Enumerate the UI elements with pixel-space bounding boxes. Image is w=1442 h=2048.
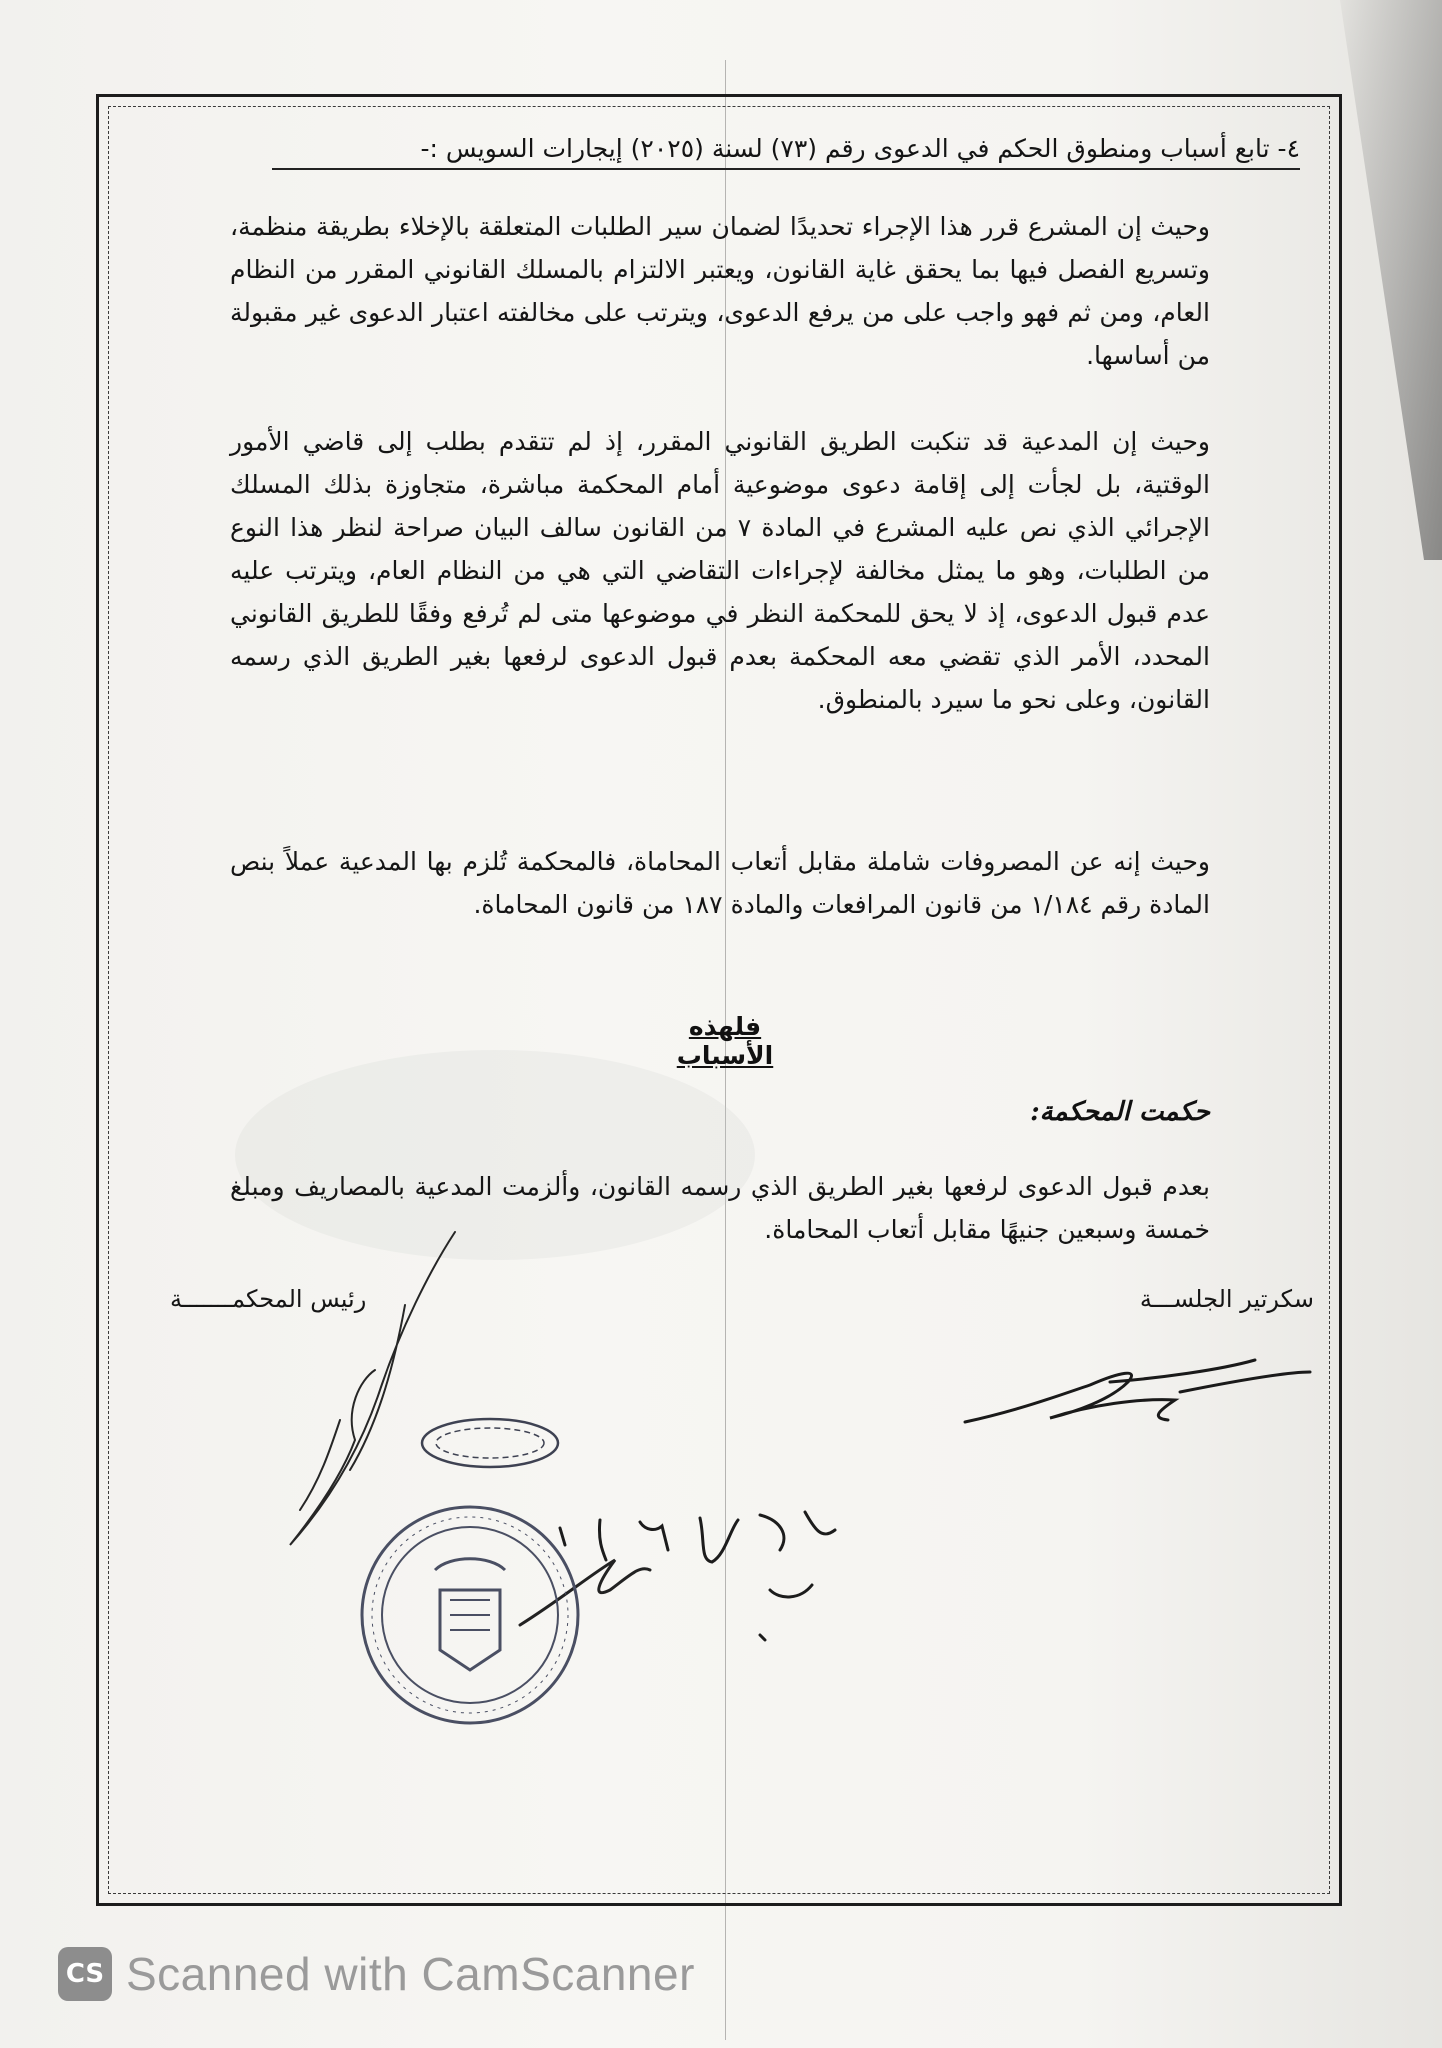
watermark-text: Scanned with CamScanner <box>126 1948 695 2000</box>
paragraph-procedure-purpose: وحيث إن المشرع قرر هذا الإجراء تحديدًا لضمان سير الطلبات المتعلقة بالإخلاء بطريقة منظمة، وتسريع الفصل فيها بما يحقق غاية القانون، ويعتبر الالتزام بالمسلك القانوني المقرر من النظام العام، ومن ثم فهو واجب على من يرفع الدعوى، ويترتب على مخالفته اعتبار الدعوى غير مقبولة من أساسها. <box>230 212 1210 370</box>
paragraph-plaintiff-deviation: وحيث إن المدعية قد تنكبت الطريق القانوني المقرر، إذ لم تتقدم بطلب إلى قاضي الأمور الوقتية، بل لجأت إلى إقامة دعوى موضوعية أمام المحكمة مباشرة، متجاوزة بذلك المسلك الإجرائي الذي نص عليه المشرع في المادة ٧ من القانون سالف البيان صراحة لنظر هذا النوع من الطلبات، وهو ما يمثل مخالفة لإجراءات التقاضي التي هي من النظام العام، ويترتب عليه عدم قبول الدعوى، إذ لا يحق للمحكمة النظر في موضوعها متى لم تُرفع وفقًا للطريق القانوني المحدد، الأمر الذي تقضي معه المحكمة بعدم قبول الدعوى لرفعها بغير الطريق الذي رسمه القانون، وعلى نحو ما سيرد بالمنطوق. <box>230 427 1210 714</box>
court-seal-stamp <box>355 1500 585 1730</box>
camscanner-watermark <box>58 1944 695 2004</box>
reasons-heading: فلهذه الأسباب <box>676 1012 774 1070</box>
camscanner-logo-icon: CS <box>58 1947 112 2001</box>
paragraph-expenses: وحيث إنه عن المصروفات شاملة مقابل أتعاب المحاماة، فالمحكمة تُلزم بها المدعية عملاً بنص المادة رقم ١/١٨٤ من قانون المرافعات والمادة ١٨٧ من قانون المحاماة. <box>230 847 1210 919</box>
chief-judge-label: رئيس المحكمـــــــة <box>170 1285 367 1313</box>
court-ruled-heading: حكمت المحكمة: <box>1030 1097 1210 1127</box>
verdict-text: بعدم قبول الدعوى لرفعها بغير الطريق الذي رسمه القانون، وألزمت المدعية بالمصاريف ومبلغ خمسة وسبعين جنيهًا مقابل أتعاب المحاماة. <box>230 1172 1210 1244</box>
header-underline <box>272 168 1300 170</box>
document-header: ٤- تابع أسباب ومنطوق الحكم في الدعوى رقم (٧٣) لسنة (٢٠٢٥) إيجارات السويس :- <box>420 134 1300 163</box>
secretary-label: سكرتير الجلســـة <box>1139 1285 1314 1313</box>
